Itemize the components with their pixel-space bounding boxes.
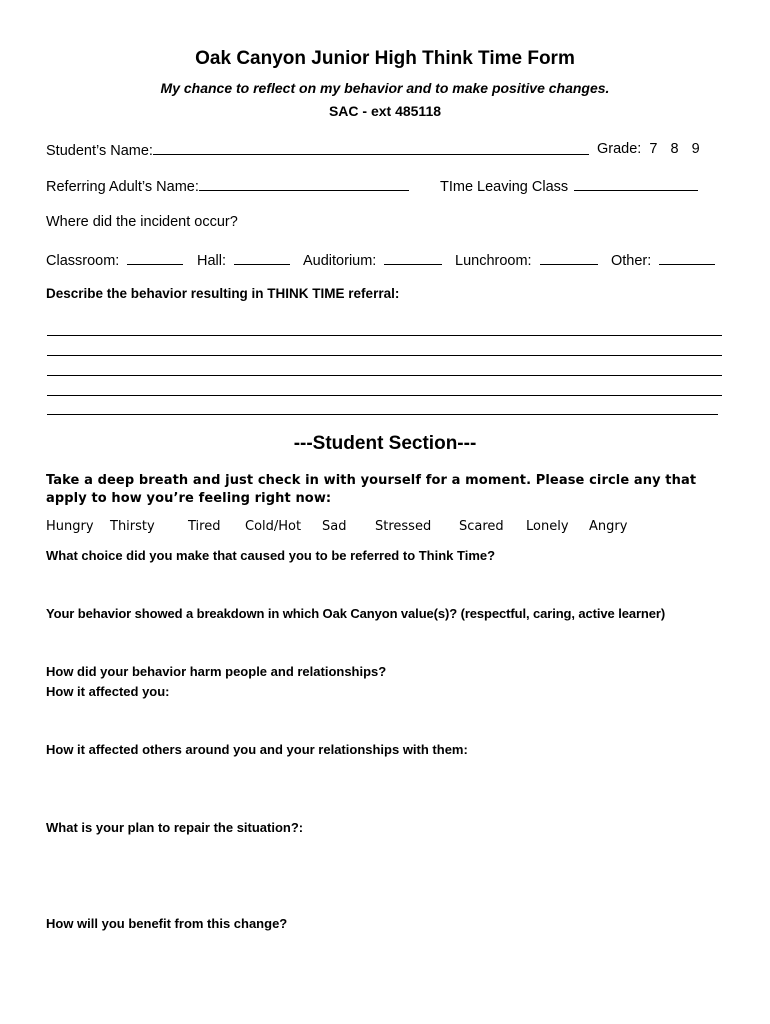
feeling-option-sad[interactable]: Sad xyxy=(322,519,347,534)
location-label: Lunchroom: xyxy=(455,253,532,269)
referring-adult-row xyxy=(46,177,409,195)
question-benefit: How will you benefit from this change? xyxy=(46,916,288,931)
incident-question: Where did the incident occur? xyxy=(46,214,238,230)
question-affected-others: How it affected others around you and your relationships with them: xyxy=(46,742,468,757)
feeling-option-lonely[interactable]: Lonely xyxy=(526,519,569,534)
feeling-option-tired[interactable]: Tired xyxy=(188,519,221,534)
location-label: Classroom: xyxy=(46,253,120,269)
location-classroom-field[interactable] xyxy=(127,251,183,265)
location-hall xyxy=(197,251,290,269)
writing-line[interactable] xyxy=(47,355,722,356)
grade-option-7[interactable]: 7 xyxy=(649,141,658,157)
writing-line[interactable] xyxy=(47,375,722,376)
student-section-heading: ---Student Section--- xyxy=(293,433,477,454)
feeling-option-scared[interactable]: Scared xyxy=(459,519,504,534)
instructions-line-1: Take a deep breath and just check in with yourself for a moment. Please circle any that xyxy=(46,473,697,488)
instructions-line-2: apply to how you’re feeling right now: xyxy=(46,491,332,506)
feeling-option-angry[interactable]: Angry xyxy=(589,519,628,534)
referring-adult-field[interactable] xyxy=(199,177,409,191)
writing-line[interactable] xyxy=(47,335,722,336)
location-auditorium-field[interactable] xyxy=(384,251,442,265)
feeling-option-stressed[interactable]: Stressed xyxy=(375,519,432,534)
student-name-field[interactable] xyxy=(153,141,589,155)
location-label: Other: xyxy=(611,253,652,269)
question-harm: How did your behavior harm people and relationships? xyxy=(46,664,387,679)
location-label: Hall: xyxy=(197,253,227,269)
student-name-row xyxy=(46,141,589,159)
location-classroom xyxy=(46,251,183,269)
location-lunchroom xyxy=(455,251,598,269)
contact-line: SAC - ext 485118 xyxy=(328,103,442,119)
grade-option-8[interactable]: 8 xyxy=(670,141,679,157)
describe-label: Describe the behavior resulting in THINK TIME referral: xyxy=(46,286,400,301)
time-leaving-label: TIme Leaving Class xyxy=(440,179,569,195)
feeling-option-hungry[interactable]: Hungry xyxy=(46,519,94,534)
location-hall-field[interactable] xyxy=(234,251,290,265)
location-auditorium xyxy=(303,251,442,269)
question-repair-plan: What is your plan to repair the situation?: xyxy=(46,820,304,835)
student-name-label: Student’s Name: xyxy=(46,143,153,159)
location-other xyxy=(611,251,715,269)
referring-adult-label: Referring Adult’s Name: xyxy=(46,179,199,195)
grade-label: Grade: xyxy=(597,141,642,157)
writing-line[interactable] xyxy=(47,395,722,396)
question-choice: What choice did you make that caused you to be referred to Think Time? xyxy=(46,548,496,563)
question-values: Your behavior showed a breakdown in which Oak Canyon value(s)? (respectful, caring, active learner) xyxy=(46,606,666,621)
location-lunchroom-field[interactable] xyxy=(540,251,598,265)
feeling-option-thirsty[interactable]: Thirsty xyxy=(110,519,155,534)
form-subtitle: My chance to reflect on my behavior and to make positive changes. xyxy=(160,80,610,96)
location-label: Auditorium: xyxy=(303,253,377,269)
grade-row xyxy=(597,141,700,157)
form-title: Oak Canyon Junior High Think Time Form xyxy=(195,48,575,69)
location-other-field[interactable] xyxy=(659,251,715,265)
question-affected-you: How it affected you: xyxy=(46,684,170,699)
grade-option-9[interactable]: 9 xyxy=(691,141,700,157)
feeling-option-cold-hot[interactable]: Cold/Hot xyxy=(245,519,302,534)
writing-line[interactable] xyxy=(47,414,718,415)
time-leaving-row xyxy=(440,177,698,195)
time-leaving-field[interactable] xyxy=(574,177,698,191)
